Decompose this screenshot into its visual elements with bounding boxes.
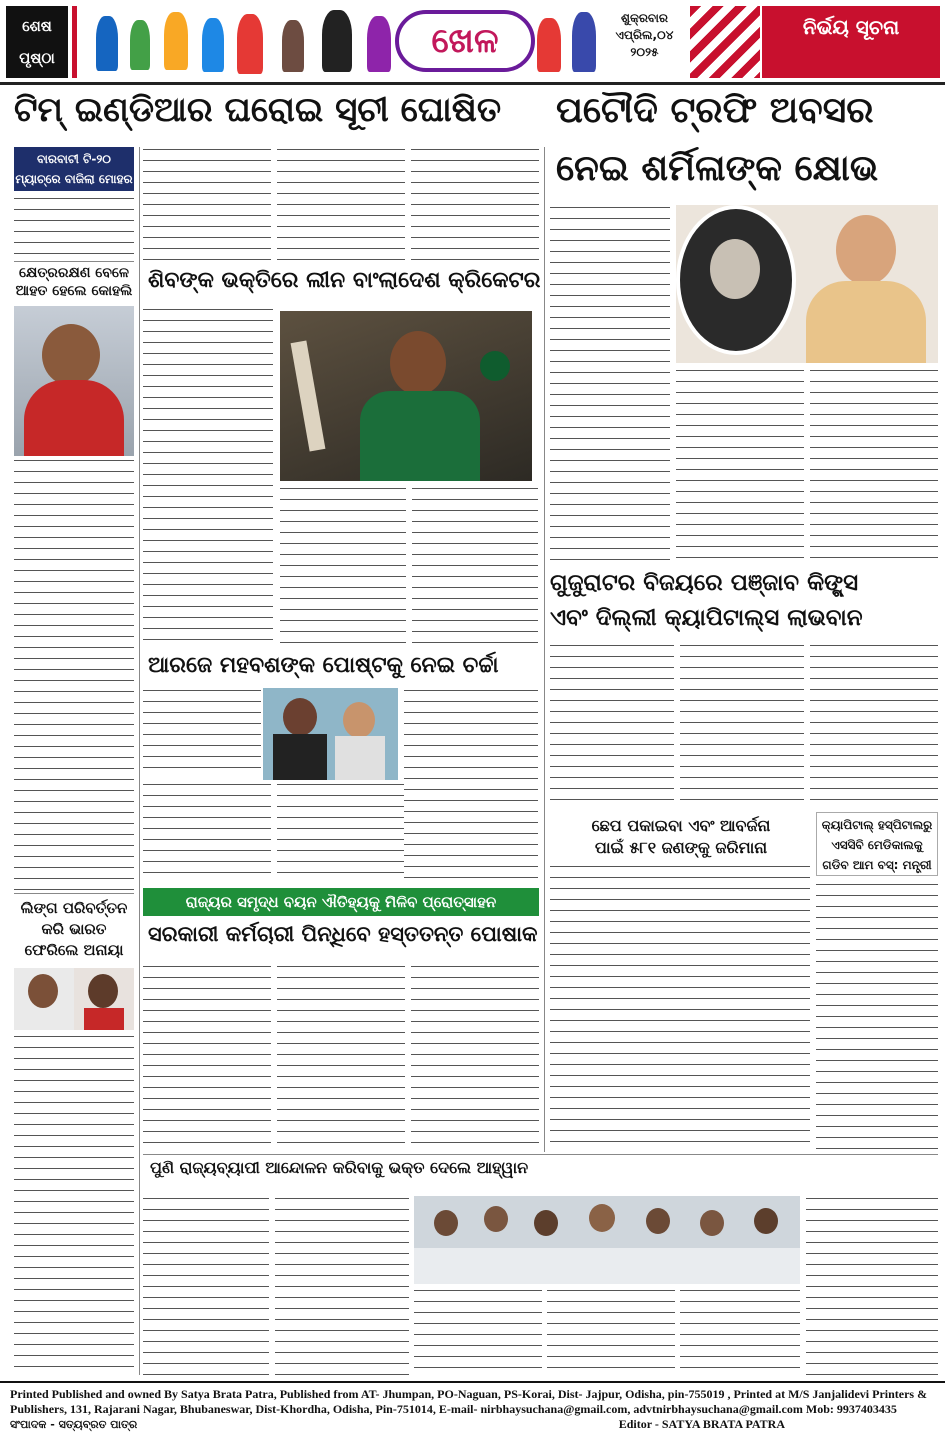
press-conference-photo: [414, 1196, 800, 1284]
headline-kohli: କ୍ଷେତ୍ରରକ୍ଷଣ ବେଳେ ଆହତ ହେଲେ କୋହଲି: [15, 265, 133, 299]
gujarat-body-1: [550, 643, 674, 809]
barabati-body: [14, 196, 134, 258]
year-text: ୨୦୨୫: [630, 45, 659, 59]
movement-body-1: [143, 1196, 269, 1376]
headline-rj: ଆରଜେ ମହବଶଙ୍କ ପୋଷ୍ଟକୁ ନେଇ ଚର୍ଚ୍ଚା: [148, 653, 499, 678]
govt-body-1: [143, 964, 271, 1150]
weekday: ଶୁକ୍ରବାର: [621, 11, 668, 25]
headline-pataudi-1: ପଟୌଦି ଟ୍ରଫି ଅବସର: [556, 90, 874, 131]
headline-pataudi-2: ନେଇ ଶର୍ମିଳାଙ୍କ କ୍ଷୋଭ: [556, 148, 879, 189]
masthead: [0, 0, 945, 85]
capital-body: [816, 882, 938, 1152]
pataudi-body-3: [810, 368, 938, 565]
last-page-label: ଶେଷ ପୃଷ୍ଠା: [6, 6, 68, 78]
headline-fine: [556, 815, 806, 859]
pataudi-body-1: [550, 205, 670, 565]
headline-team-india: ଟିମ୍ ଇଣ୍ଡିଆର ଘରୋଇ ସୂଚୀ ଘୋଷିତ: [14, 90, 502, 130]
headline-barabati-box: ବାରବାଟୀ ଟି-୨୦ ମ୍ୟାଚ୍‌ରେ ବାଜିଲା ମୋହର: [14, 147, 134, 191]
kohli-photo: [14, 306, 134, 456]
headline-movement: ପୁଣି ରାଜ୍ୟବ୍ୟାପୀ ଆନ୍ଦୋଳନ କରିବାକୁ ଭକ୍ତ ଦେଲେ ଆହ୍ୱାନ: [150, 1158, 529, 1177]
headline-capital-hospital: କ୍ୟାପିଟାଲ୍ ହସ୍ପିଟାଲରୁ ଏସସିବି ମେଡିକାଲକୁ ଗଡିବ ଆମ ବସ୍: ମନ୍ତ୍ରୀ: [816, 812, 938, 876]
movement-body-2: [275, 1196, 409, 1376]
gujarat-body-2: [680, 643, 804, 809]
govt-body-3: [411, 964, 539, 1150]
govt-body-2: [277, 964, 405, 1150]
date-block: [612, 10, 677, 61]
movement-body-3: [414, 1288, 542, 1376]
rj-body-4: [404, 688, 538, 882]
team-india-body-3: [411, 147, 539, 262]
anaya-body: [14, 1034, 134, 1374]
team-india-body-2: [277, 147, 405, 262]
decorative-stripes: [690, 6, 760, 78]
fine-body: [550, 864, 810, 1152]
paper-name: ନିର୍ଭୟ ସୂଚନା: [762, 6, 940, 78]
editor-english: Editor - SATYA BRATA PATRA: [618, 1417, 785, 1431]
weaving-banner: ରାଜ୍ୟର ସମୃଦ୍ଧ ବୟନ ଐତିହ୍ୟକୁ ମିଳିବ ପ୍ରୋତ୍ସାହନ: [143, 888, 539, 916]
headline-anaya: ଲିଙ୍ଗ ପରିବର୍ତ୍ତନ କରି ଭାରତ ଫେରିଲେ ଅନାୟା: [20, 899, 128, 959]
kohli-body: [14, 458, 134, 890]
rj-photo: [263, 688, 398, 780]
shiva-body-3: [412, 486, 538, 648]
team-india-body-1: [143, 147, 271, 262]
section-logo-khela: ଖେଳ: [395, 10, 535, 72]
imprint-line-1: Printed Published and owned By Satya Brata Patra, Published from AT- Jhumpan, PO-Naguan, PS-Korai, Dist- Jajpur, Odisha, pin-755019 , Printed at M/S Janjalidevi Printers &: [10, 1387, 928, 1401]
movement-body-6: [806, 1196, 938, 1376]
movement-body-4: [547, 1288, 675, 1376]
headline-gujarat-1: ଗୁଜୁରାଟର ବିଜୟରେ ପଞ୍ଜାବ କିଙ୍ଗ୍ସ: [550, 570, 859, 596]
gujarat-body-3: [810, 643, 938, 809]
anaya-photo: [14, 968, 134, 1030]
rj-body-2: [143, 782, 271, 882]
date-text: ଏପ୍ରିଲ,୦୪: [615, 28, 674, 42]
editor-odia: ସଂପାଦକ - ସତ୍ୟବ୍ରତ ପାତ୍ର: [10, 1418, 138, 1431]
headline-shiva: ଶିବଙ୍କ ଭକ୍ତିରେ ଲୀନ ବାଂଲାଦେଶ କ୍ରିକେଟର: [148, 268, 541, 293]
pataudi-body-2: [676, 368, 804, 565]
shiva-body-2: [280, 486, 406, 648]
headline-fine-2: ପାଇଁ ୫୮୧ ଜଣଙ୍କୁ ଜରିମାନା: [594, 838, 768, 857]
headline-fine-1: ଛେପ ପକାଇବା ଏବଂ ଆବର୍ଜନା: [591, 816, 771, 835]
red-divider: [72, 6, 77, 78]
imprint-line-2: Publishers, 131, Rajarani Nagar, Bhubaneswar, Dist-Khordha, Odisha, Pin-751014, E-mail- nirbhaysuchana@gmail.com, advtnirbhaysuchana@gmail.com Mob: 9937403435: [10, 1402, 897, 1416]
bangladesh-cricketer-photo: [280, 311, 532, 481]
sharmila-pataudi-photo: [676, 205, 938, 363]
rj-body-1: [143, 688, 261, 778]
headline-gujarat-2: ଏବଂ ଦିଲ୍ଲୀ କ୍ୟାପିଟାଲ୍ସ ଲାଭବାନ: [550, 605, 863, 631]
movement-body-5: [680, 1288, 800, 1376]
imprint-footer: [0, 1381, 945, 1442]
headline-govt-handloom: ସରକାରୀ କର୍ମଚାରୀ ପିନ୍ଧିବେ ହସ୍ତତନ୍ତ ପୋଷାକ: [148, 922, 538, 946]
shiva-body-1: [143, 307, 273, 647]
rj-body-3: [277, 782, 405, 882]
sports-illustration-band: [82, 6, 674, 78]
